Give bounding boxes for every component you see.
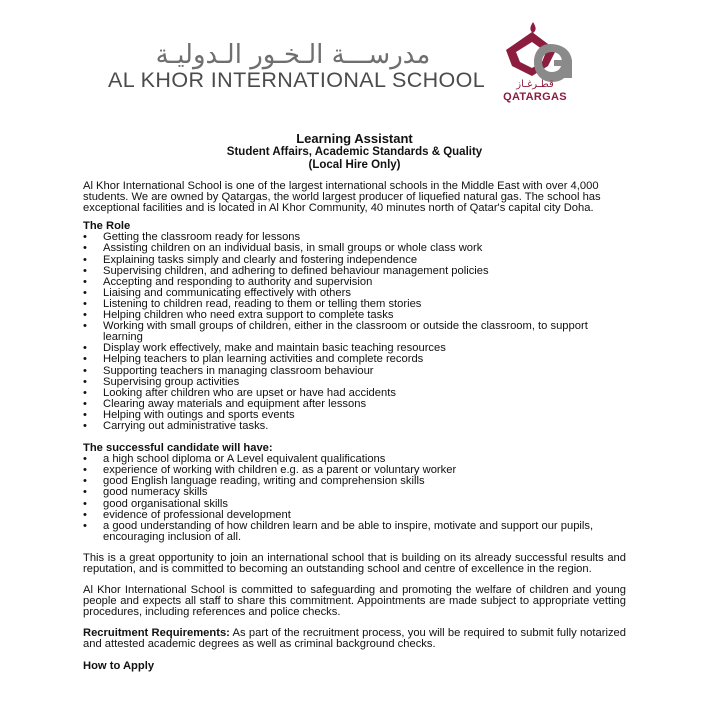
role-list-item-text: Helping teachers to plan learning activities and complete records [103, 353, 424, 366]
role-list [83, 232, 626, 432]
bullet-icon: • [83, 275, 87, 288]
role-list-item-text: Helping with outings and sports events [103, 408, 295, 421]
role-list-item-text: Liaising and communicating effectively with others [103, 286, 351, 299]
qatargas-logo-text: QATARGAS [503, 91, 567, 103]
role-list-item [83, 421, 626, 432]
candidate-list-item-text: evidence of professional development [103, 508, 291, 521]
bullet-icon: • [83, 508, 87, 521]
bullet-icon: • [83, 342, 87, 355]
candidate-list-item-text: a high school diploma or A Level equivalent qualifications [103, 453, 386, 466]
role-list-item-text: Supervising children, and adhering to defined behaviour management policies [103, 264, 489, 277]
document-body [83, 131, 626, 672]
logo-g-shape [534, 44, 572, 82]
bullet-icon: • [83, 475, 87, 488]
job-title: Learning Assistant [296, 131, 413, 146]
bullet-icon: • [83, 297, 87, 310]
role-list-item [83, 321, 626, 343]
bullet-icon: • [83, 231, 87, 244]
job-hire-type: (Local Hire Only) [308, 158, 401, 171]
role-list-item-text: Working with small groups of children, either in the classroom or outside the classroom, to support learning [103, 320, 588, 344]
bullet-icon: • [83, 309, 87, 322]
bullet-icon: • [83, 353, 87, 366]
recruitment-text: As part of the recruitment process, you will be required to submit fully notarized and attested academic degrees as well as criminal background checks. [83, 627, 626, 651]
bullet-icon: • [83, 364, 87, 377]
qatargas-logo-icon [492, 22, 578, 102]
candidate-list [83, 454, 626, 543]
candidate-heading: The successful candidate will have: [83, 442, 273, 455]
bullet-icon: • [83, 375, 87, 388]
role-list-item-text: Getting the classroom ready for lessons [103, 231, 301, 244]
bullet-icon: • [83, 386, 87, 399]
school-name-arabic: مدرســـة الـخـور الـدوليـة [155, 40, 431, 70]
bullet-icon: • [83, 519, 87, 532]
role-list-item-text: Explaining tasks simply and clearly and fostering independence [103, 253, 418, 266]
school-name-english: AL KHOR INTERNATIONAL SCHOOL [108, 68, 486, 92]
role-list-item-text: Helping children who need extra support to complete tasks [103, 309, 394, 322]
bullet-icon: • [83, 486, 87, 499]
bullet-icon: • [83, 253, 87, 266]
role-list-item-text: Looking after children who are upset or have had accidents [103, 386, 396, 399]
intro-paragraph: Al Khor International School is one of the largest international schools in the Middle East with over 4,000 students. We are owned by Qatargas, the world largest producer of liquefied natural gas. The school has exceptional facilities and is located in Al Khor Community, 40 minutes north of Qatar's capital city Doha. [83, 180, 601, 215]
how-to-apply-heading: How to Apply [83, 659, 155, 672]
candidate-list-item-text: a good understanding of how children learn and be able to inspire, motivate and support our pupils, encouraging inclusion of all. [103, 519, 594, 543]
role-list-item-text: Supervising group activities [103, 375, 240, 388]
bullet-icon: • [83, 320, 87, 333]
candidate-list-item-text: experience of working with children e.g. as a parent or voluntary worker [103, 464, 457, 477]
logo-flame [530, 22, 535, 33]
document-header [0, 0, 706, 118]
role-list-item-text: Carrying out administrative tasks. [103, 419, 269, 432]
role-list-item-text: Accepting and responding to authority and supervision [103, 275, 373, 288]
candidate-list-item-text: good numeracy skills [103, 486, 208, 499]
role-list-item-text: Assisting children on an individual basis, in small groups or whole class work [103, 242, 483, 255]
recruitment-paragraph [83, 628, 626, 650]
bullet-icon: • [83, 264, 87, 277]
qatargas-logo-arabic: قطـرغـاز [516, 79, 554, 90]
bullet-icon: • [83, 286, 87, 299]
opportunity-paragraph: This is a great opportunity to join an international school that is building on its already successful results and reputation, and is committed to becoming an outstanding school and centre of excellence in the region. [83, 551, 626, 575]
bullet-icon: • [83, 453, 87, 466]
recruitment-label: Recruitment Requirements: [83, 627, 230, 640]
bullet-icon: • [83, 419, 87, 432]
job-department: Student Affairs, Academic Standards & Quality [226, 146, 483, 158]
role-heading: The Role [83, 220, 131, 233]
role-list-item-text: Listening to children read, reading to them or telling them stories [103, 297, 422, 310]
bullet-icon: • [83, 464, 87, 477]
role-list-item-text: Display work effectively, make and maintain basic teaching resources [103, 342, 446, 355]
bullet-icon: • [83, 242, 87, 255]
candidate-list-item-text: good English language reading, writing and comprehension skills [103, 475, 425, 488]
bullet-icon: • [83, 397, 87, 410]
role-list-item-text: Clearing away materials and equipment after lessons [103, 397, 367, 410]
candidate-list-item [83, 521, 626, 543]
role-list-item-text: Supporting teachers in managing classroom behaviour [103, 364, 374, 377]
bullet-icon: • [83, 408, 87, 421]
safeguarding-paragraph: Al Khor International School is committed to safeguarding and promoting the welfare of children and young people and expects all staff to share this commitment. Appointments are made subject to appropriate vetting procedures, including references and police checks. [83, 584, 626, 619]
candidate-list-item-text: good organisational skills [103, 497, 229, 510]
bullet-icon: • [83, 497, 87, 510]
